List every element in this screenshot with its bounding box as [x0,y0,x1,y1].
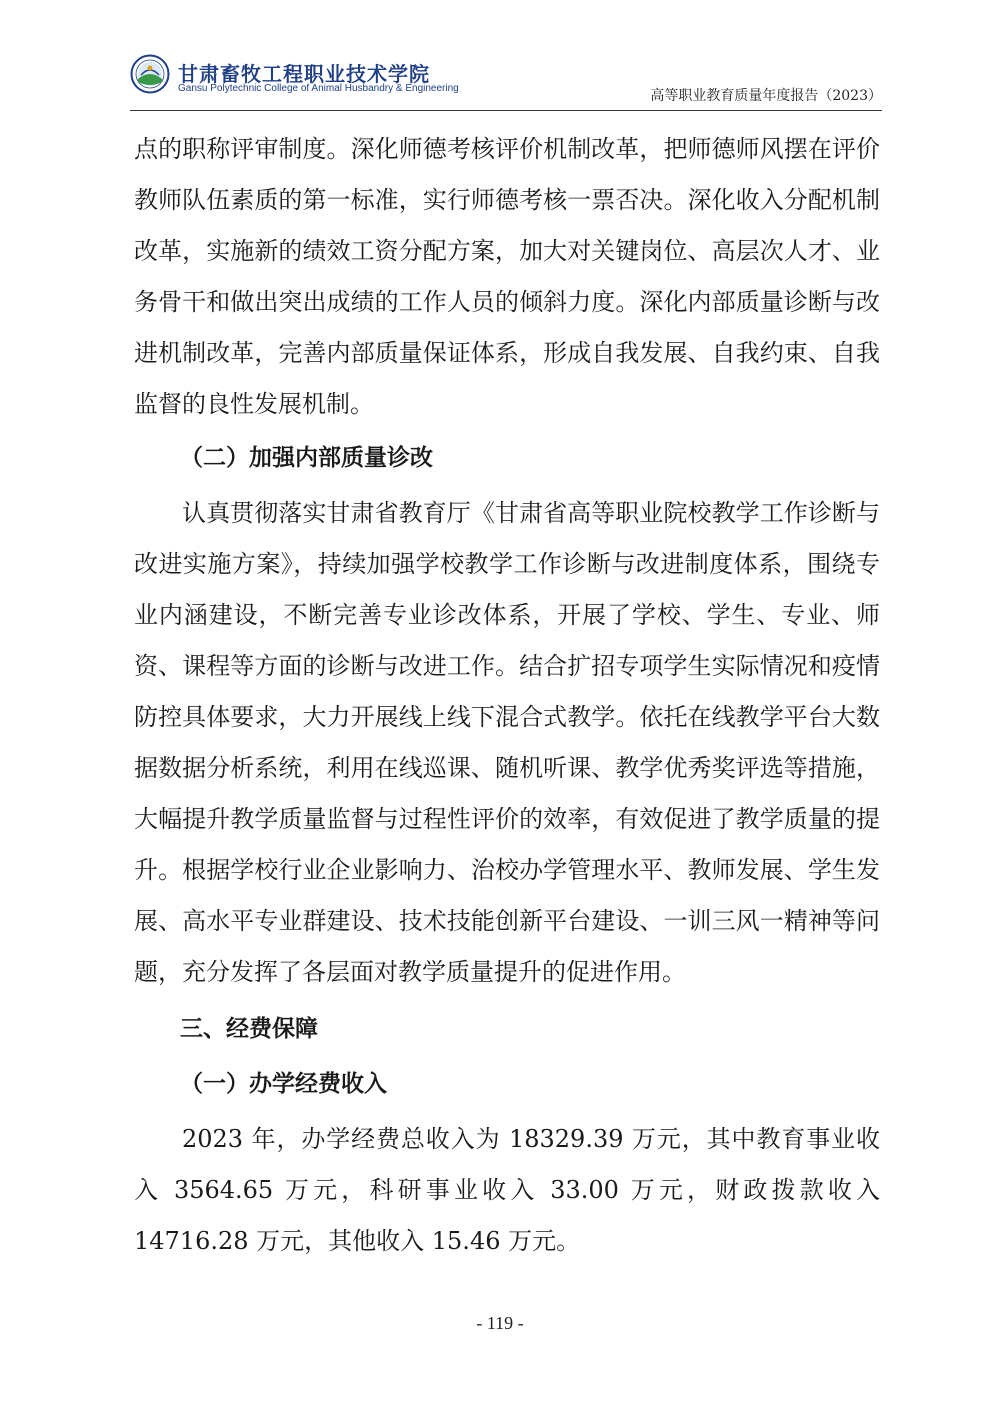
report-title: 高等职业教育质量年度报告（2023） [650,88,882,104]
school-emblem-icon [130,54,170,94]
paragraph-funding-income: 2023 年，办学经费总收入为 18329.39 万元，其中教育事业收入 3564.65 万元，科研事业收入 33.00 万元，财政拨款收入 14716.28 万元，其他收入 15.46 万元。 [134,1125,880,1255]
section-heading-quality-diagnosis: （二）加强内部质量诊改 [180,445,433,471]
paragraph-evaluation-reform: 点的职称评审制度。深化师德考核评价机制改革，把师德师风摆在评价教师队伍素质的第一标准，实行师德考核一票否决。深化收入分配机制改革，实施新的绩效工资分配方案，加大对关键岗位、高层次人才、业务骨干和做出突出成绩的工作人员的倾斜力度。深化内部质量诊断与改进机制改革，完善内部质量保证体系，形成自我发展、自我约束、自我监督的良性发展机制。 [134,135,880,418]
page-content [134,124,880,1267]
page-number: - 119 - [476,1313,524,1333]
section-heading-funding-income: （一）办学经费收入 [180,1071,387,1097]
school-name-cn: 甘肃畜牧工程职业技术学院 [178,62,430,86]
paragraph-quality-diagnosis: 认真贯彻落实甘肃省教育厅《甘肃省高等职业院校教学工作诊断与改进实施方案》，持续加强学校教学工作诊断与改进制度体系，围绕专业内涵建设，不断完善专业诊改体系，开展了学校、学生、专业、师资、课程等方面的诊断与改进工作。结合扩招专项学生实际情况和疫情防控具体要求，大力开展线上线下混合式教学。依托在线教学平台大数据数据分析系统，利用在线巡课、随机听课、教学优秀奖评选等措施，大幅提升教学质量监督与过程性评价的效率，有效促进了教学质量的提升。根据学校行业企业影响力、治校办学管理水平、教师发展、学生发展、高水平专业群建设、技术技能创新平台建设、一训三风一精神等问题，充分发挥了各层面对教学质量提升的促进作用。 [134,499,880,986]
page-header [130,52,882,111]
school-name-en: Gansu Polytechnic College of Animal Husbandry & Engineering [178,83,459,94]
chapter-heading-funding: 三、经费保障 [180,1016,318,1042]
